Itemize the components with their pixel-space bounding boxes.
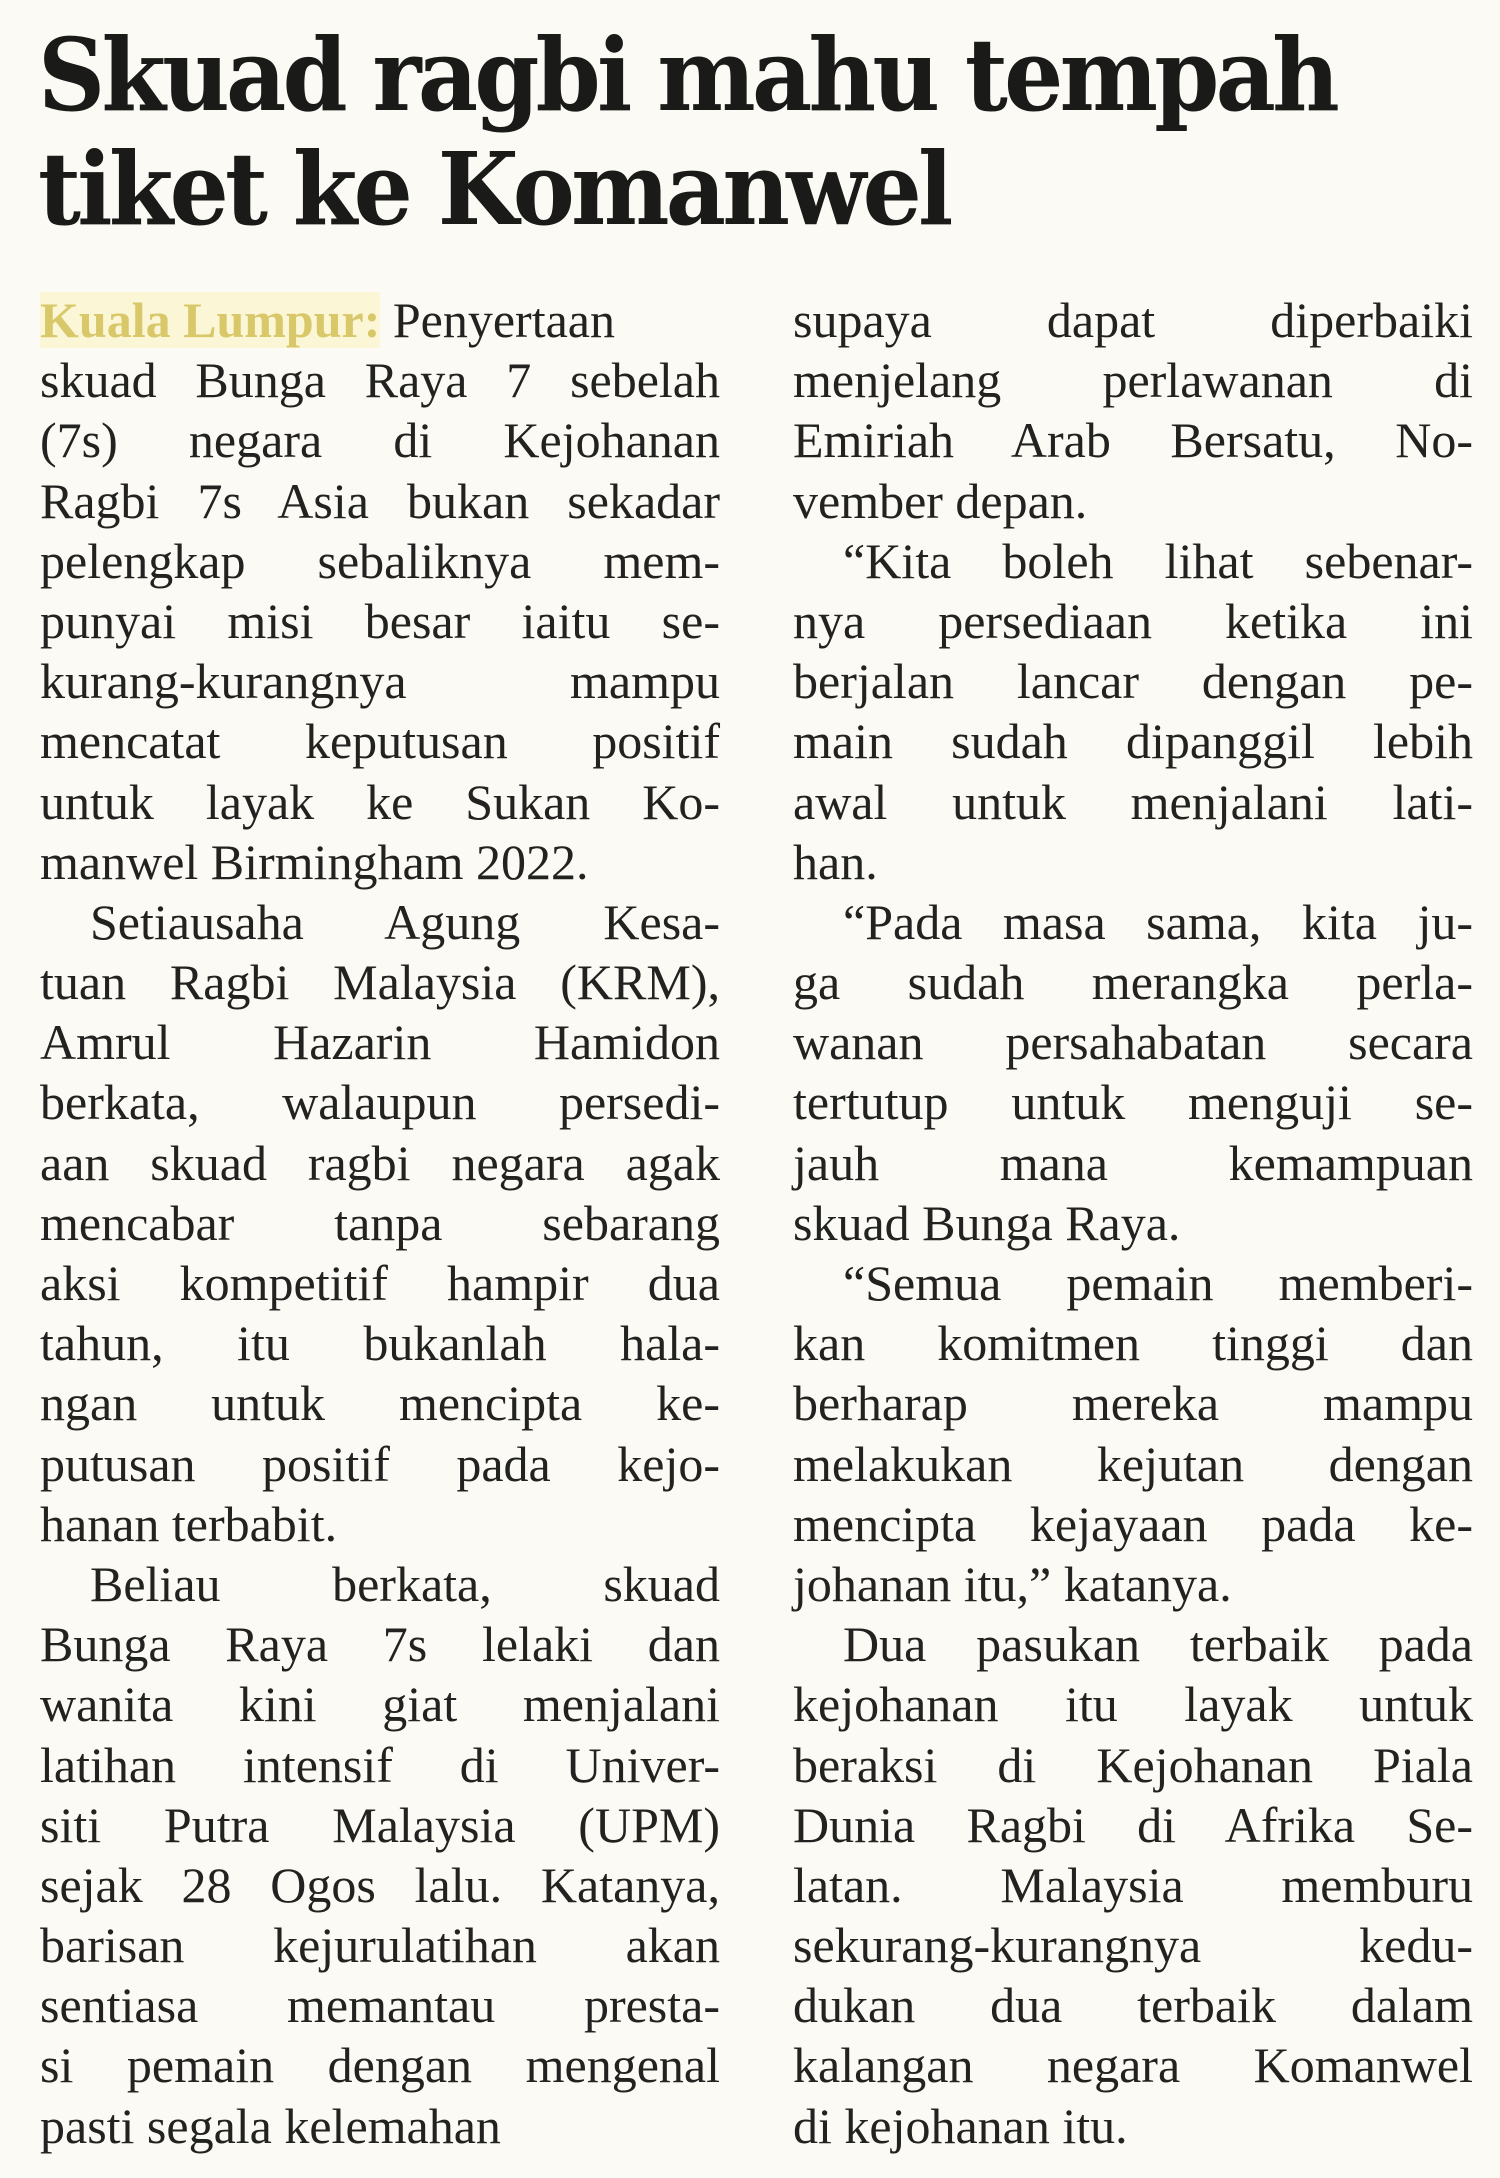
- text-line: mencabar tanpa sebarang: [40, 1194, 720, 1251]
- text-line: awal untuk menjalani lati-: [793, 773, 1473, 830]
- text-line: sentiasa memantau presta-: [40, 1977, 720, 2034]
- text-line: skuad Bunga Raya 7 sebelah: [40, 352, 720, 409]
- article-paragraph: [793, 290, 1473, 531]
- text-line: Dunia Ragbi di Afrika Se-: [793, 1796, 1473, 1853]
- article-paragraph: [793, 1614, 1473, 2156]
- article-column-left: [40, 290, 720, 2156]
- text-line: latihan intensif di Univer-: [40, 1736, 720, 1793]
- text-line: mencipta kejayaan pada ke-: [793, 1495, 1473, 1552]
- text-line: melakukan kejutan dengan: [793, 1435, 1473, 1492]
- article-paragraph: [793, 1253, 1473, 1614]
- text-line: Setiausaha Agung Kesa-: [90, 893, 720, 950]
- text-line: nya persediaan ketika ini: [793, 592, 1473, 649]
- text-line: pasti segala kelemahan: [40, 2097, 501, 2154]
- article-column-right: [793, 290, 1473, 2156]
- text-line: vember depan.: [793, 472, 1088, 529]
- article-paragraph: [793, 531, 1473, 892]
- article-paragraph: [40, 290, 720, 892]
- text-line: tertutup untuk menguji se-: [793, 1074, 1473, 1131]
- text-line: Ragbi 7s Asia bukan sekadar: [40, 472, 720, 529]
- text-line: pelengkap sebaliknya mem-: [40, 532, 720, 589]
- text-line: di kejohanan itu.: [793, 2097, 1128, 2154]
- text-line-rest: Penyertaan: [380, 292, 615, 348]
- text-line: berharap mereka mampu: [793, 1375, 1473, 1432]
- text-line: “Pada masa sama, kita ju-: [843, 893, 1473, 950]
- text-line: Beliau berkata, skuad: [90, 1555, 720, 1612]
- text-line: untuk layak ke Sukan Ko-: [40, 773, 720, 830]
- text-line: johanan itu,” katanya.: [793, 1555, 1232, 1612]
- dateline: Kuala Lumpur:: [40, 292, 381, 348]
- text-line: Dua pasukan terbaik pada: [843, 1616, 1473, 1673]
- article-paragraph: [40, 892, 720, 1554]
- text-line: “Semua pemain memberi-: [843, 1255, 1473, 1311]
- text-line: main sudah dipanggil lebih: [793, 713, 1473, 770]
- text-line: han.: [793, 833, 878, 890]
- text-line: beraksi di Kejohanan Piala: [793, 1736, 1473, 1793]
- text-line: siti Putra Malaysia (UPM): [40, 1796, 720, 1853]
- text-line: kejohanan itu layak untuk: [793, 1676, 1473, 1733]
- headline-line-2: tiket ke Komanwel: [38, 130, 950, 248]
- text-line: menjelang perlawanan di: [793, 352, 1473, 409]
- text-line: (7s) negara di Kejohanan: [40, 412, 720, 469]
- headline-line-1: Skuad ragbi mahu tempah: [38, 16, 1337, 134]
- text-line: ngan untuk mencipta ke-: [40, 1375, 720, 1432]
- text-line: hanan terbabit.: [40, 1495, 338, 1552]
- article-paragraph: [793, 892, 1473, 1253]
- text-line: skuad Bunga Raya.: [793, 1194, 1181, 1251]
- headline: [38, 18, 1377, 246]
- text-line: “Kita boleh lihat sebenar-: [843, 532, 1473, 589]
- text-line: mencatat keputusan positif: [40, 713, 720, 770]
- text-line: sekurang-kurangnya kedu-: [793, 1917, 1473, 1974]
- text-line: berkata, walaupun persedi-: [40, 1074, 720, 1131]
- text-line: si pemain dengan mengenal: [40, 2037, 720, 2094]
- text-line: ga sudah merangka perla-: [793, 954, 1473, 1011]
- text-line: putusan positif pada kejo-: [40, 1435, 720, 1492]
- text-line: latan. Malaysia memburu: [793, 1856, 1473, 1913]
- text-line: sejak 28 Ogos lalu. Katanya,: [40, 1856, 720, 1913]
- text-line: jauh mana kemampuan: [793, 1134, 1473, 1191]
- text-line: supaya dapat diperbaiki: [793, 292, 1473, 348]
- text-line: dukan dua terbaik dalam: [793, 1977, 1473, 2034]
- text-line: barisan kejurulatihan akan: [40, 1917, 720, 1974]
- text-line: Bunga Raya 7s lelaki dan: [40, 1616, 720, 1673]
- text-line: Amrul Hazarin Hamidon: [40, 1014, 720, 1071]
- text-line: punyai misi besar iaitu se-: [40, 592, 720, 649]
- text-line: manwel Birmingham 2022.: [40, 833, 589, 890]
- text-line: [40, 290, 720, 350]
- text-line: tuan Ragbi Malaysia (KRM),: [40, 954, 720, 1011]
- text-line: Emiriah Arab Bersatu, No-: [793, 412, 1473, 469]
- article-paragraph: [40, 1554, 720, 2156]
- text-line: kan komitmen tinggi dan: [793, 1315, 1473, 1372]
- text-line: kalangan negara Komanwel: [793, 2037, 1473, 2094]
- text-line: wanita kini giat menjalani: [40, 1676, 720, 1733]
- text-line: berjalan lancar dengan pe-: [793, 653, 1473, 710]
- text-line: kurang-kurangnya mampu: [40, 653, 720, 710]
- text-line: wanan persahabatan secara: [793, 1014, 1473, 1071]
- text-line: aksi kompetitif hampir dua: [40, 1255, 720, 1311]
- text-line: aan skuad ragbi negara agak: [40, 1134, 720, 1191]
- text-line: tahun, itu bukanlah hala-: [40, 1315, 720, 1372]
